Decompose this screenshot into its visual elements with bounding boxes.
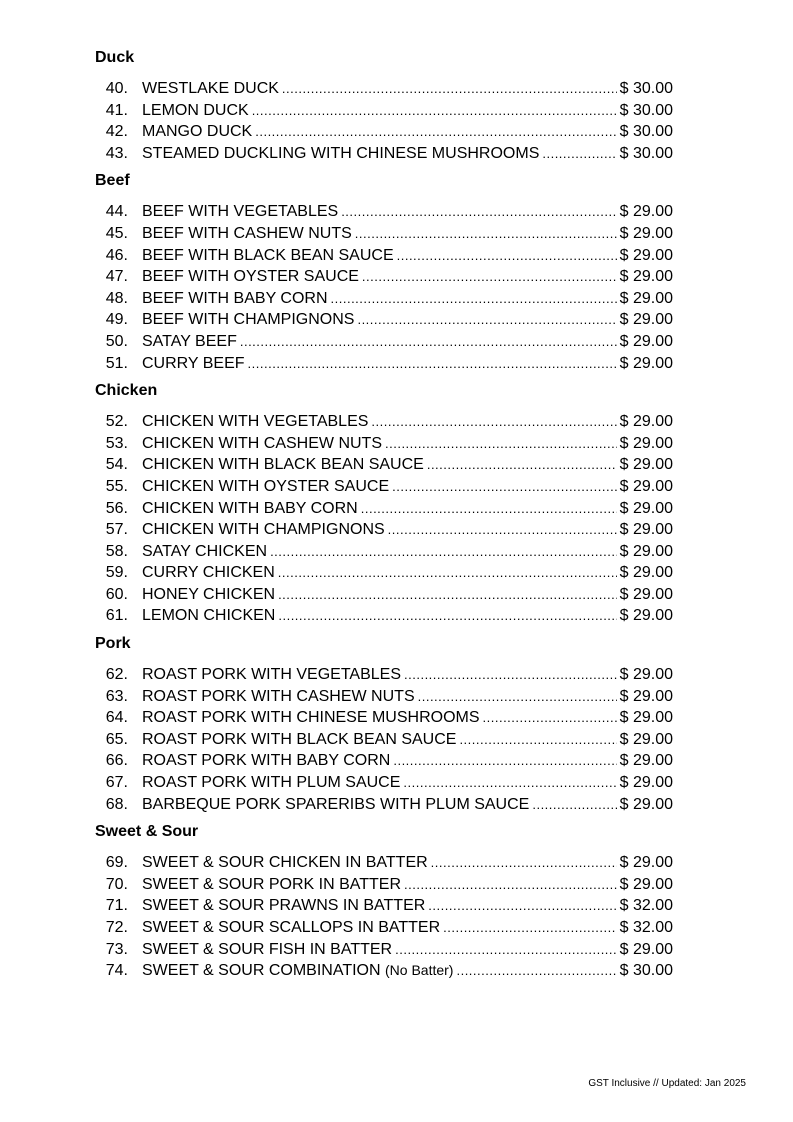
menu-item (95, 960, 673, 982)
item-number: 43. (105, 144, 128, 162)
item-price: $ 29.00 (619, 477, 673, 495)
item-number: 68. (105, 795, 128, 813)
item-price: $ 29.00 (619, 289, 673, 307)
menu-item (95, 519, 673, 541)
menu-item (95, 100, 673, 122)
item-number: 69. (105, 854, 128, 872)
item-price: $ 29.00 (619, 795, 673, 813)
item-name: MANGO DUCK (142, 123, 253, 141)
item-price: $ 29.00 (619, 224, 673, 242)
dot-leader (443, 917, 616, 939)
dot-leader (240, 331, 617, 353)
section-title: Duck (95, 49, 135, 66)
footer-note: GST Inclusive // Updated: Jan 2025 (588, 1078, 746, 1089)
item-number: 52. (105, 413, 128, 431)
menu-item (95, 411, 673, 433)
item-price: $ 30.00 (619, 144, 673, 162)
menu-item (95, 331, 673, 353)
dot-leader (357, 309, 616, 331)
dot-leader (278, 584, 617, 606)
menu-item (95, 78, 673, 100)
item-price: $ 29.00 (619, 752, 673, 770)
item-price: $ 29.00 (619, 332, 673, 350)
dot-leader (483, 707, 617, 729)
item-number: 45. (105, 224, 128, 242)
menu-item (95, 266, 673, 288)
item-price: $ 29.00 (619, 666, 673, 684)
item-name: ROAST PORK WITH CASHEW NUTS (142, 687, 415, 705)
item-name: BEEF WITH CHAMPIGNONS (142, 311, 355, 329)
item-name: CHICKEN WITH CASHEW NUTS (142, 434, 382, 452)
item-price: $ 29.00 (619, 311, 673, 329)
item-number: 55. (105, 477, 128, 495)
menu-item (95, 498, 673, 520)
item-price: $ 29.00 (619, 607, 673, 625)
item-name: SWEET & SOUR CHICKEN IN BATTER (142, 854, 428, 872)
dot-leader (428, 895, 616, 917)
item-name: CURRY CHICKEN (142, 564, 275, 582)
menu-item (95, 852, 673, 874)
item-number: 56. (105, 499, 128, 517)
item-number: 48. (105, 289, 128, 307)
dot-leader (392, 476, 616, 498)
item-number: 41. (105, 101, 128, 119)
dot-leader (532, 794, 616, 816)
item-name: BEEF WITH BLACK BEAN SAUCE (142, 246, 394, 264)
item-number: 49. (105, 311, 128, 329)
menu-item (95, 584, 673, 606)
menu-item (95, 476, 673, 498)
menu-item (95, 201, 673, 223)
menu-item (95, 309, 673, 331)
dot-leader (341, 201, 616, 223)
item-price: $ 29.00 (619, 268, 673, 286)
dot-leader (388, 519, 617, 541)
item-name: CHICKEN WITH BABY CORN (142, 499, 358, 517)
item-number: 59. (105, 564, 128, 582)
item-number: 47. (105, 268, 128, 286)
item-number: 67. (105, 774, 128, 792)
item-number: 50. (105, 332, 128, 350)
item-price: $ 29.00 (619, 456, 673, 474)
menu-item (95, 794, 673, 816)
menu-item (95, 939, 673, 961)
item-note: (No Batter) (385, 962, 454, 979)
menu-item (95, 917, 673, 939)
item-price: $ 32.00 (619, 919, 673, 936)
item-name: ROAST PORK WITH BABY CORN (142, 752, 391, 770)
item-number: 44. (105, 203, 128, 221)
item-name: ROAST PORK WITH CHINESE MUSHROOMS (142, 709, 480, 727)
dot-leader (397, 245, 617, 267)
section-beef (95, 170, 673, 374)
section-duck (95, 47, 673, 164)
item-price: $ 29.00 (619, 687, 673, 705)
menu-item (95, 353, 673, 375)
item-name: SWEET & SOUR FISH IN BATTER (142, 940, 393, 958)
dot-leader (404, 664, 617, 686)
dot-leader (456, 960, 616, 982)
dot-leader (431, 852, 617, 874)
dot-leader (393, 750, 616, 772)
dot-leader (427, 454, 617, 476)
item-name-text: SWEET & SOUR COMBINATION (142, 962, 381, 980)
item-number: 51. (105, 354, 128, 372)
dot-leader (371, 411, 616, 433)
dot-leader (395, 939, 617, 961)
section-title: Sweet & Sour (95, 823, 199, 841)
item-price: $ 29.00 (619, 542, 673, 560)
item-price: $ 29.00 (619, 940, 673, 958)
item-name: SWEET & SOUR PRAWNS IN BATTER (142, 897, 426, 915)
item-name: BARBEQUE PORK SPARERIBS WITH PLUM SAUCE (142, 795, 530, 813)
item-number: 62. (105, 666, 128, 684)
item-price: $ 30.00 (619, 80, 673, 97)
section-pork (95, 633, 673, 815)
item-number: 42. (105, 123, 128, 141)
item-list (95, 664, 673, 815)
item-price: $ 29.00 (619, 774, 673, 792)
item-name: STEAMED DUCKLING WITH CHINESE MUSHROOMS (142, 144, 540, 162)
item-name (142, 960, 453, 982)
item-price: $ 30.00 (619, 101, 673, 119)
item-price: $ 29.00 (619, 585, 673, 603)
item-price: $ 30.00 (619, 123, 673, 141)
menu-item (95, 143, 673, 165)
section-title: Beef (95, 172, 130, 190)
item-price: $ 29.00 (619, 203, 673, 221)
item-price: $ 29.00 (619, 434, 673, 452)
dot-leader (404, 874, 617, 896)
menu-item (95, 245, 673, 267)
dot-leader (248, 353, 617, 375)
item-name: LEMON CHICKEN (142, 607, 276, 625)
menu-item (95, 874, 673, 896)
item-number: 66. (105, 752, 128, 770)
item-name: ROAST PORK WITH PLUM SAUCE (142, 774, 401, 792)
item-name: BEEF WITH VEGETABLES (142, 203, 339, 221)
item-list (95, 852, 673, 982)
section-title: Pork (95, 635, 131, 653)
menu-item (95, 288, 673, 310)
dot-leader (418, 686, 617, 708)
dot-leader (362, 266, 617, 288)
item-name: SWEET & SOUR SCALLOPS IN BATTER (142, 919, 441, 936)
menu-item (95, 750, 673, 772)
dot-leader (403, 772, 616, 794)
dot-leader (331, 288, 617, 310)
item-price: $ 29.00 (619, 564, 673, 582)
item-price: $ 29.00 (619, 854, 673, 872)
menu-item (95, 121, 673, 143)
item-price: $ 29.00 (619, 730, 673, 748)
item-number: 40. (105, 80, 128, 97)
dot-leader (542, 143, 616, 165)
menu-item (95, 772, 673, 794)
menu (95, 47, 673, 988)
menu-item (95, 664, 673, 686)
section-sweet-and-sour (95, 821, 673, 982)
item-name: CURRY BEEF (142, 354, 245, 372)
menu-item (95, 707, 673, 729)
item-number: 54. (105, 456, 128, 474)
item-name: CHICKEN WITH CHAMPIGNONS (142, 521, 385, 539)
dot-leader (278, 562, 617, 584)
menu-item (95, 223, 673, 245)
item-number: 73. (105, 940, 128, 958)
item-price: $ 32.00 (619, 897, 673, 915)
item-name: SATAY CHICKEN (142, 542, 268, 560)
menu-item (95, 605, 673, 627)
item-price: $ 29.00 (619, 413, 673, 431)
item-price: $ 29.00 (619, 709, 673, 727)
dot-leader (282, 78, 617, 100)
menu-item (95, 433, 673, 455)
item-name: CHICKEN WITH OYSTER SAUCE (142, 477, 390, 495)
item-price: $ 29.00 (619, 521, 673, 539)
dot-leader (255, 121, 616, 143)
item-number: 71. (105, 897, 128, 915)
item-number: 60. (105, 585, 128, 603)
item-number: 57. (105, 521, 128, 539)
item-name: ROAST PORK WITH BLACK BEAN SAUCE (142, 730, 457, 748)
item-name: HONEY CHICKEN (142, 585, 276, 603)
menu-item (95, 541, 673, 563)
item-name: SWEET & SOUR PORK IN BATTER (142, 875, 401, 893)
item-number: 46. (105, 246, 128, 264)
item-price: $ 29.00 (619, 875, 673, 893)
dot-leader (252, 100, 617, 122)
item-number: 63. (105, 687, 128, 705)
item-list (95, 201, 673, 374)
dot-leader (270, 541, 617, 563)
item-name: BEEF WITH BABY CORN (142, 289, 328, 307)
dot-leader (355, 223, 617, 245)
item-price: $ 29.00 (619, 246, 673, 264)
item-list (95, 411, 673, 627)
item-number: 53. (105, 434, 128, 452)
item-price: $ 30.00 (619, 962, 673, 980)
item-list (95, 78, 673, 164)
section-chicken (95, 380, 673, 627)
item-number: 61. (105, 607, 128, 625)
item-number: 64. (105, 709, 128, 727)
dot-leader (361, 498, 617, 520)
dot-leader (385, 433, 617, 455)
item-number: 58. (105, 542, 128, 560)
menu-item (95, 562, 673, 584)
item-name: BEEF WITH CASHEW NUTS (142, 224, 352, 242)
item-name: CHICKEN WITH VEGETABLES (142, 413, 369, 431)
item-number: 74. (105, 962, 128, 980)
item-price: $ 29.00 (619, 354, 673, 372)
item-name: BEEF WITH OYSTER SAUCE (142, 268, 359, 286)
dot-leader (459, 729, 616, 751)
menu-item (95, 454, 673, 476)
item-number: 72. (105, 919, 128, 936)
menu-item (95, 729, 673, 751)
menu-item (95, 895, 673, 917)
item-name: ROAST PORK WITH VEGETABLES (142, 666, 402, 684)
item-name: WESTLAKE DUCK (142, 80, 279, 97)
item-name: LEMON DUCK (142, 101, 249, 119)
menu-item (95, 686, 673, 708)
item-price: $ 29.00 (619, 499, 673, 517)
item-number: 65. (105, 730, 128, 748)
section-title: Chicken (95, 382, 158, 400)
item-number: 70. (105, 875, 128, 893)
dot-leader (278, 605, 616, 627)
item-name: CHICKEN WITH BLACK BEAN SAUCE (142, 456, 424, 474)
item-name: SATAY BEEF (142, 332, 237, 350)
